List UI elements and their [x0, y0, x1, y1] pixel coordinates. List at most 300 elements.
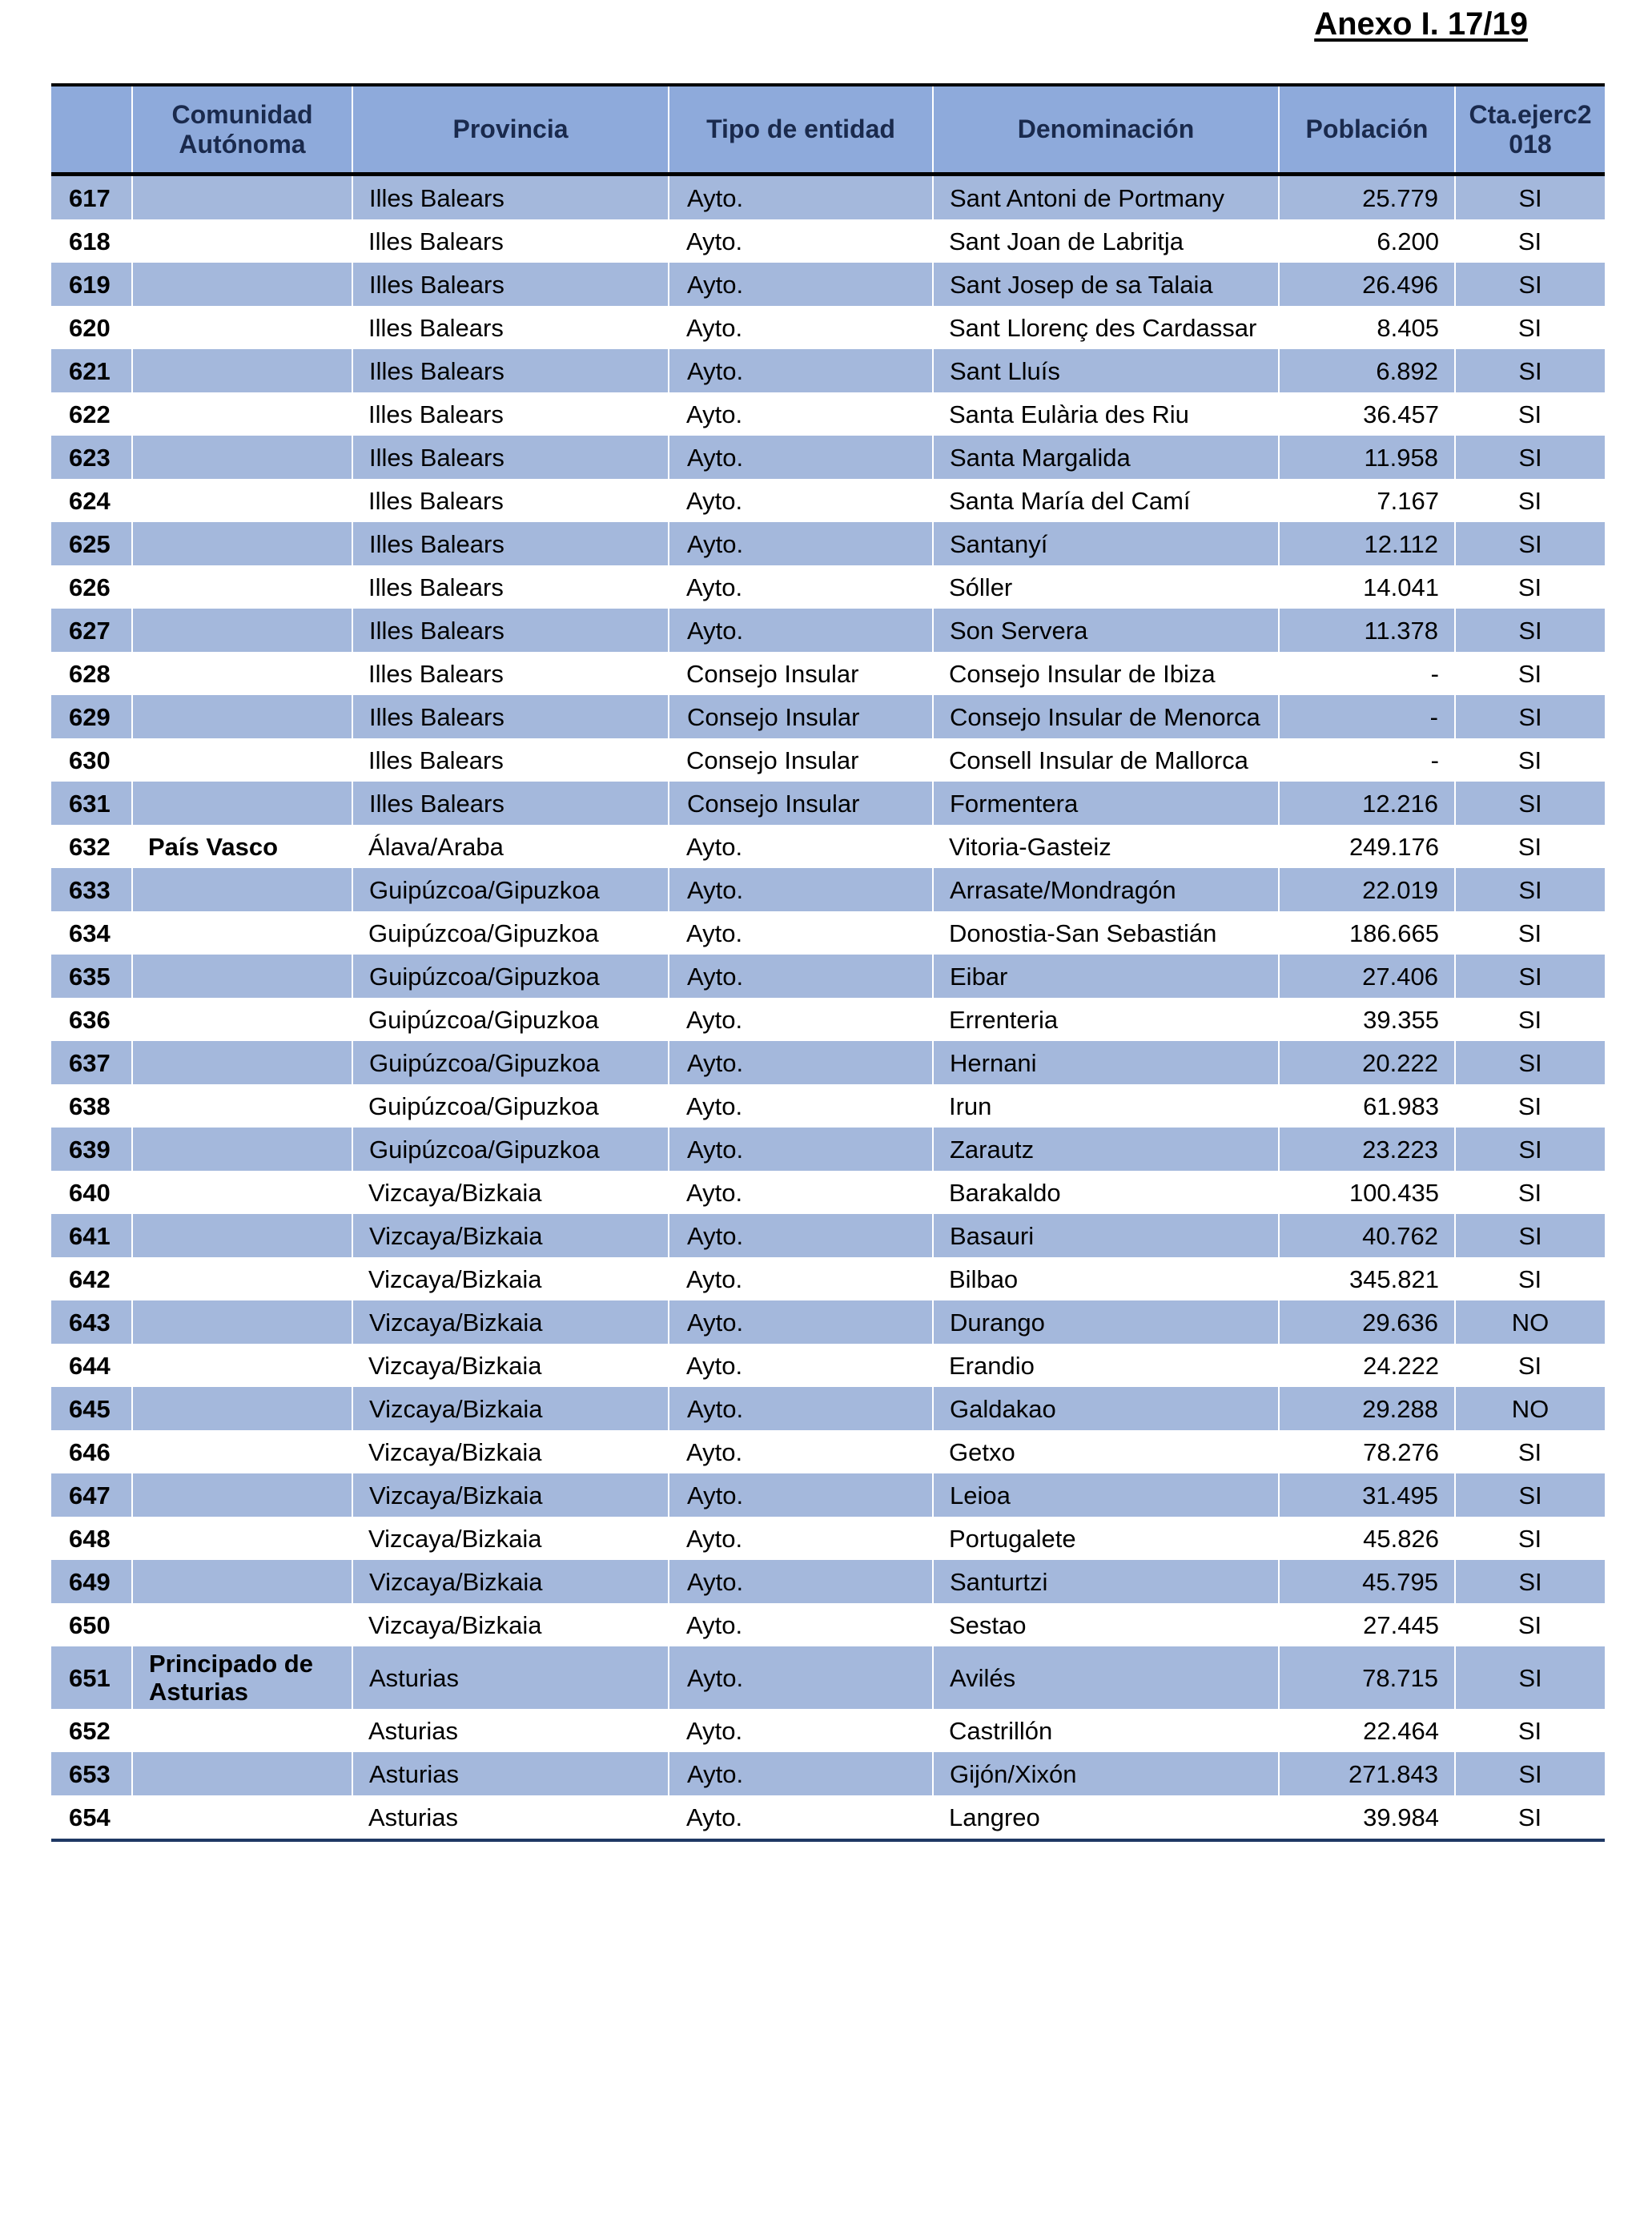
- provincia-cell: Álava/Araba: [352, 825, 669, 868]
- denominacion-cell: Erandio: [933, 1344, 1279, 1387]
- column-header-number: [51, 86, 132, 175]
- tipo-entidad-cell: Consejo Insular: [669, 652, 933, 695]
- tipo-entidad-cell: Ayto.: [669, 609, 933, 652]
- comunidad-cell: [132, 1344, 352, 1387]
- poblacion-cell: 22.464: [1279, 1709, 1455, 1752]
- poblacion-cell: 39.355: [1279, 998, 1455, 1041]
- row-number: 619: [51, 263, 132, 306]
- denominacion-cell: Langreo: [933, 1795, 1279, 1839]
- cta-ejercicio-cell: SI: [1455, 565, 1605, 609]
- denominacion-cell: Irun: [933, 1084, 1279, 1128]
- cta-ejercicio-cell: SI: [1455, 1171, 1605, 1214]
- table-row: [51, 1084, 1605, 1128]
- denominacion-cell: Errenteria: [933, 998, 1279, 1041]
- provincia-cell: Asturias: [352, 1752, 669, 1795]
- poblacion-cell: 186.665: [1279, 911, 1455, 955]
- table-row: [51, 565, 1605, 609]
- tipo-entidad-cell: Ayto.: [669, 1795, 933, 1839]
- provincia-cell: Guipúzcoa/Gipuzkoa: [352, 998, 669, 1041]
- cta-ejercicio-cell: SI: [1455, 349, 1605, 392]
- comunidad-cell: [132, 1752, 352, 1795]
- provincia-cell: Illes Balears: [352, 392, 669, 436]
- denominacion-cell: Eibar: [933, 955, 1279, 998]
- poblacion-cell: 24.222: [1279, 1344, 1455, 1387]
- tipo-entidad-cell: Ayto.: [669, 1603, 933, 1646]
- table-row: [51, 219, 1605, 263]
- tipo-entidad-cell: Ayto.: [669, 306, 933, 349]
- table-row: [51, 1603, 1605, 1646]
- comunidad-cell: [132, 609, 352, 652]
- tipo-entidad-cell: Ayto.: [669, 349, 933, 392]
- comunidad-cell: [132, 738, 352, 782]
- cta-ejercicio-cell: SI: [1455, 1041, 1605, 1084]
- table-row: [51, 1257, 1605, 1300]
- provincia-cell: Illes Balears: [352, 565, 669, 609]
- denominacion-cell: Vitoria-Gasteiz: [933, 825, 1279, 868]
- table-row: [51, 306, 1605, 349]
- row-number: 646: [51, 1430, 132, 1473]
- poblacion-cell: 100.435: [1279, 1171, 1455, 1214]
- cta-ejercicio-cell: SI: [1455, 1517, 1605, 1560]
- poblacion-cell: -: [1279, 738, 1455, 782]
- comunidad-cell: [132, 955, 352, 998]
- tipo-entidad-cell: Ayto.: [669, 955, 933, 998]
- cta-ejercicio-cell: SI: [1455, 1752, 1605, 1795]
- denominacion-cell: Formentera: [933, 782, 1279, 825]
- row-number: 641: [51, 1214, 132, 1257]
- comunidad-cell: [132, 1795, 352, 1839]
- row-number: 647: [51, 1473, 132, 1517]
- comunidad-cell: [132, 1300, 352, 1344]
- poblacion-cell: 6.200: [1279, 219, 1455, 263]
- tipo-entidad-cell: Ayto.: [669, 565, 933, 609]
- poblacion-cell: 14.041: [1279, 565, 1455, 609]
- row-number: 626: [51, 565, 132, 609]
- cta-ejercicio-cell: NO: [1455, 1300, 1605, 1344]
- comunidad-cell: [132, 1709, 352, 1752]
- table-header-row: [51, 86, 1605, 175]
- denominacion-cell: Sant Antoni de Portmany: [933, 175, 1279, 220]
- tipo-entidad-cell: Ayto.: [669, 1257, 933, 1300]
- poblacion-cell: 20.222: [1279, 1041, 1455, 1084]
- column-header-denominacion: Denominación: [933, 86, 1279, 175]
- provincia-cell: Vizcaya/Bizkaia: [352, 1603, 669, 1646]
- row-number: 637: [51, 1041, 132, 1084]
- table-row: [51, 1709, 1605, 1752]
- provincia-cell: Vizcaya/Bizkaia: [352, 1214, 669, 1257]
- comunidad-cell: [132, 263, 352, 306]
- row-number: 653: [51, 1752, 132, 1795]
- denominacion-cell: Sestao: [933, 1603, 1279, 1646]
- denominacion-cell: Getxo: [933, 1430, 1279, 1473]
- tipo-entidad-cell: Ayto.: [669, 1646, 933, 1709]
- provincia-cell: Guipúzcoa/Gipuzkoa: [352, 1084, 669, 1128]
- provincia-cell: Asturias: [352, 1795, 669, 1839]
- denominacion-cell: Sant Lluís: [933, 349, 1279, 392]
- provincia-cell: Asturias: [352, 1709, 669, 1752]
- provincia-cell: Guipúzcoa/Gipuzkoa: [352, 868, 669, 911]
- denominacion-cell: Consejo Insular de Menorca: [933, 695, 1279, 738]
- poblacion-cell: -: [1279, 652, 1455, 695]
- provincia-cell: Illes Balears: [352, 219, 669, 263]
- table-body: [51, 175, 1605, 1839]
- table-row: [51, 911, 1605, 955]
- entities-table-container: [51, 83, 1605, 1842]
- table-row: [51, 652, 1605, 695]
- row-number: 639: [51, 1128, 132, 1171]
- cta-ejercicio-cell: SI: [1455, 392, 1605, 436]
- comunidad-cell: [132, 1128, 352, 1171]
- denominacion-cell: Gijón/Xixón: [933, 1752, 1279, 1795]
- cta-ejercicio-cell: SI: [1455, 1560, 1605, 1603]
- comunidad-cell: [132, 652, 352, 695]
- comunidad-cell: [132, 1387, 352, 1430]
- table-row: [51, 1214, 1605, 1257]
- cta-ejercicio-cell: SI: [1455, 479, 1605, 522]
- column-header-cta: Cta.ejerc2 018: [1455, 86, 1605, 175]
- provincia-cell: Illes Balears: [352, 609, 669, 652]
- cta-ejercicio-cell: SI: [1455, 219, 1605, 263]
- poblacion-cell: 39.984: [1279, 1795, 1455, 1839]
- comunidad-cell: [132, 392, 352, 436]
- row-number: 638: [51, 1084, 132, 1128]
- column-header-poblacion: Población: [1279, 86, 1455, 175]
- comunidad-cell: [132, 522, 352, 565]
- tipo-entidad-cell: Ayto.: [669, 1300, 933, 1344]
- row-number: 621: [51, 349, 132, 392]
- table-row: [51, 263, 1605, 306]
- annex-page-label: Anexo I. 17/19: [1314, 6, 1528, 42]
- row-number: 640: [51, 1171, 132, 1214]
- poblacion-cell: 22.019: [1279, 868, 1455, 911]
- row-number: 648: [51, 1517, 132, 1560]
- tipo-entidad-cell: Ayto.: [669, 175, 933, 220]
- poblacion-cell: 45.795: [1279, 1560, 1455, 1603]
- tipo-entidad-cell: Ayto.: [669, 1752, 933, 1795]
- denominacion-cell: Son Servera: [933, 609, 1279, 652]
- cta-ejercicio-cell: SI: [1455, 955, 1605, 998]
- cta-ejercicio-cell: SI: [1455, 1084, 1605, 1128]
- poblacion-cell: 345.821: [1279, 1257, 1455, 1300]
- comunidad-cell: [132, 1084, 352, 1128]
- tipo-entidad-cell: Ayto.: [669, 263, 933, 306]
- table-row: [51, 1473, 1605, 1517]
- denominacion-cell: Santurtzi: [933, 1560, 1279, 1603]
- cta-ejercicio-cell: SI: [1455, 1473, 1605, 1517]
- tipo-entidad-cell: Ayto.: [669, 436, 933, 479]
- comunidad-cell: [132, 565, 352, 609]
- provincia-cell: Vizcaya/Bizkaia: [352, 1387, 669, 1430]
- denominacion-cell: Basauri: [933, 1214, 1279, 1257]
- cta-ejercicio-cell: SI: [1455, 1128, 1605, 1171]
- row-number: 624: [51, 479, 132, 522]
- poblacion-cell: 6.892: [1279, 349, 1455, 392]
- provincia-cell: Illes Balears: [352, 479, 669, 522]
- row-number: 642: [51, 1257, 132, 1300]
- tipo-entidad-cell: Ayto.: [669, 1214, 933, 1257]
- cta-ejercicio-cell: SI: [1455, 652, 1605, 695]
- table-row: [51, 436, 1605, 479]
- cta-ejercicio-cell: SI: [1455, 306, 1605, 349]
- table-bottom-rule: [51, 1839, 1605, 1842]
- provincia-cell: Guipúzcoa/Gipuzkoa: [352, 1128, 669, 1171]
- poblacion-cell: 249.176: [1279, 825, 1455, 868]
- cta-ejercicio-cell: SI: [1455, 263, 1605, 306]
- tipo-entidad-cell: Ayto.: [669, 1171, 933, 1214]
- tipo-entidad-cell: Ayto.: [669, 911, 933, 955]
- table-row: [51, 349, 1605, 392]
- cta-ejercicio-cell: SI: [1455, 825, 1605, 868]
- denominacion-cell: Durango: [933, 1300, 1279, 1344]
- provincia-cell: Vizcaya/Bizkaia: [352, 1257, 669, 1300]
- denominacion-cell: Santa Margalida: [933, 436, 1279, 479]
- tipo-entidad-cell: Consejo Insular: [669, 782, 933, 825]
- provincia-cell: Vizcaya/Bizkaia: [352, 1517, 669, 1560]
- poblacion-cell: 271.843: [1279, 1752, 1455, 1795]
- provincia-cell: Guipúzcoa/Gipuzkoa: [352, 911, 669, 955]
- provincia-cell: Illes Balears: [352, 522, 669, 565]
- poblacion-cell: 23.223: [1279, 1128, 1455, 1171]
- table-row: [51, 1300, 1605, 1344]
- tipo-entidad-cell: Ayto.: [669, 1041, 933, 1084]
- denominacion-cell: Sant Joan de Labritja: [933, 219, 1279, 263]
- cta-ejercicio-cell: SI: [1455, 782, 1605, 825]
- tipo-entidad-cell: Ayto.: [669, 868, 933, 911]
- row-number: 618: [51, 219, 132, 263]
- denominacion-cell: Consell Insular de Mallorca: [933, 738, 1279, 782]
- poblacion-cell: 78.715: [1279, 1646, 1455, 1709]
- comunidad-cell: [132, 1560, 352, 1603]
- comunidad-cell: [132, 1041, 352, 1084]
- cta-ejercicio-cell: SI: [1455, 1795, 1605, 1839]
- table-row: [51, 609, 1605, 652]
- denominacion-cell: Zarautz: [933, 1128, 1279, 1171]
- comunidad-cell: [132, 1257, 352, 1300]
- comunidad-cell: [132, 436, 352, 479]
- row-number: 634: [51, 911, 132, 955]
- denominacion-cell: Castrillón: [933, 1709, 1279, 1752]
- table-row: [51, 1171, 1605, 1214]
- comunidad-cell: [132, 1171, 352, 1214]
- provincia-cell: Illes Balears: [352, 349, 669, 392]
- provincia-cell: Illes Balears: [352, 306, 669, 349]
- row-number: 654: [51, 1795, 132, 1839]
- provincia-cell: Guipúzcoa/Gipuzkoa: [352, 1041, 669, 1084]
- row-number: 623: [51, 436, 132, 479]
- cta-ejercicio-cell: SI: [1455, 1430, 1605, 1473]
- comunidad-cell: [132, 1430, 352, 1473]
- provincia-cell: Illes Balears: [352, 782, 669, 825]
- row-number: 636: [51, 998, 132, 1041]
- table-row: [51, 522, 1605, 565]
- cta-ejercicio-cell: SI: [1455, 868, 1605, 911]
- poblacion-cell: 40.762: [1279, 1214, 1455, 1257]
- denominacion-cell: Avilés: [933, 1646, 1279, 1709]
- table-row: [51, 955, 1605, 998]
- table-row: [51, 1128, 1605, 1171]
- tipo-entidad-cell: Consejo Insular: [669, 695, 933, 738]
- table-row: [51, 1041, 1605, 1084]
- denominacion-cell: Bilbao: [933, 1257, 1279, 1300]
- table-row: [51, 1517, 1605, 1560]
- denominacion-cell: Barakaldo: [933, 1171, 1279, 1214]
- provincia-cell: Vizcaya/Bizkaia: [352, 1430, 669, 1473]
- table-row: [51, 695, 1605, 738]
- table-row: [51, 998, 1605, 1041]
- column-header-comunidad: Comunidad Autónoma: [132, 86, 352, 175]
- poblacion-cell: 29.636: [1279, 1300, 1455, 1344]
- tipo-entidad-cell: Ayto.: [669, 219, 933, 263]
- poblacion-cell: 12.216: [1279, 782, 1455, 825]
- column-header-tipo: Tipo de entidad: [669, 86, 933, 175]
- table-row: [51, 1344, 1605, 1387]
- row-number: 628: [51, 652, 132, 695]
- row-number: 643: [51, 1300, 132, 1344]
- denominacion-cell: Arrasate/Mondragón: [933, 868, 1279, 911]
- tipo-entidad-cell: Ayto.: [669, 522, 933, 565]
- denominacion-cell: Sóller: [933, 565, 1279, 609]
- denominacion-cell: Santa Eulària des Riu: [933, 392, 1279, 436]
- table-row: [51, 392, 1605, 436]
- poblacion-cell: 25.779: [1279, 175, 1455, 220]
- provincia-cell: Guipúzcoa/Gipuzkoa: [352, 955, 669, 998]
- row-number: 635: [51, 955, 132, 998]
- denominacion-cell: Donostia-San Sebastián: [933, 911, 1279, 955]
- poblacion-cell: 61.983: [1279, 1084, 1455, 1128]
- denominacion-cell: Leioa: [933, 1473, 1279, 1517]
- provincia-cell: Illes Balears: [352, 436, 669, 479]
- column-header-provincia: Provincia: [352, 86, 669, 175]
- table-row: [51, 1752, 1605, 1795]
- table-row: [51, 738, 1605, 782]
- denominacion-cell: Sant Josep de sa Talaia: [933, 263, 1279, 306]
- cta-ejercicio-cell: SI: [1455, 436, 1605, 479]
- row-number: 650: [51, 1603, 132, 1646]
- tipo-entidad-cell: Ayto.: [669, 825, 933, 868]
- poblacion-cell: 26.496: [1279, 263, 1455, 306]
- comunidad-cell: [132, 219, 352, 263]
- comunidad-cell: País Vasco: [132, 825, 352, 868]
- cta-ejercicio-cell: SI: [1455, 911, 1605, 955]
- tipo-entidad-cell: Ayto.: [669, 479, 933, 522]
- denominacion-cell: Santanyí: [933, 522, 1279, 565]
- row-number: 652: [51, 1709, 132, 1752]
- tipo-entidad-cell: Ayto.: [669, 1084, 933, 1128]
- tipo-entidad-cell: Consejo Insular: [669, 738, 933, 782]
- row-number: 629: [51, 695, 132, 738]
- cta-ejercicio-cell: SI: [1455, 695, 1605, 738]
- poblacion-cell: 7.167: [1279, 479, 1455, 522]
- cta-ejercicio-cell: SI: [1455, 738, 1605, 782]
- denominacion-cell: Consejo Insular de Ibiza: [933, 652, 1279, 695]
- poblacion-cell: 11.378: [1279, 609, 1455, 652]
- row-number: 633: [51, 868, 132, 911]
- cta-ejercicio-cell: NO: [1455, 1387, 1605, 1430]
- poblacion-cell: 78.276: [1279, 1430, 1455, 1473]
- tipo-entidad-cell: Ayto.: [669, 1430, 933, 1473]
- comunidad-cell: [132, 695, 352, 738]
- provincia-cell: Asturias: [352, 1646, 669, 1709]
- tipo-entidad-cell: Ayto.: [669, 1560, 933, 1603]
- provincia-cell: Vizcaya/Bizkaia: [352, 1171, 669, 1214]
- tipo-entidad-cell: Ayto.: [669, 1473, 933, 1517]
- comunidad-cell: [132, 306, 352, 349]
- denominacion-cell: Portugalete: [933, 1517, 1279, 1560]
- comunidad-cell: [132, 1473, 352, 1517]
- row-number: 632: [51, 825, 132, 868]
- denominacion-cell: Galdakao: [933, 1387, 1279, 1430]
- table-row: [51, 1795, 1605, 1839]
- row-number: 622: [51, 392, 132, 436]
- poblacion-cell: 8.405: [1279, 306, 1455, 349]
- table-row: [51, 868, 1605, 911]
- provincia-cell: Vizcaya/Bizkaia: [352, 1473, 669, 1517]
- provincia-cell: Illes Balears: [352, 738, 669, 782]
- comunidad-cell: [132, 175, 352, 220]
- tipo-entidad-cell: Ayto.: [669, 1517, 933, 1560]
- provincia-cell: Illes Balears: [352, 263, 669, 306]
- poblacion-cell: 45.826: [1279, 1517, 1455, 1560]
- comunidad-cell: [132, 911, 352, 955]
- comunidad-cell: Principado de Asturias: [132, 1646, 352, 1709]
- tipo-entidad-cell: Ayto.: [669, 998, 933, 1041]
- provincia-cell: Vizcaya/Bizkaia: [352, 1560, 669, 1603]
- table-row: [51, 1387, 1605, 1430]
- comunidad-cell: [132, 1603, 352, 1646]
- poblacion-cell: 29.288: [1279, 1387, 1455, 1430]
- tipo-entidad-cell: Ayto.: [669, 1387, 933, 1430]
- poblacion-cell: 27.406: [1279, 955, 1455, 998]
- row-number: 625: [51, 522, 132, 565]
- table-row: [51, 1646, 1605, 1709]
- provincia-cell: Illes Balears: [352, 175, 669, 220]
- comunidad-cell: [132, 1214, 352, 1257]
- poblacion-cell: 27.445: [1279, 1603, 1455, 1646]
- table-row: [51, 782, 1605, 825]
- poblacion-cell: 31.495: [1279, 1473, 1455, 1517]
- table-row: [51, 825, 1605, 868]
- provincia-cell: Illes Balears: [352, 695, 669, 738]
- row-number: 620: [51, 306, 132, 349]
- table-row: [51, 1560, 1605, 1603]
- poblacion-cell: 12.112: [1279, 522, 1455, 565]
- tipo-entidad-cell: Ayto.: [669, 1128, 933, 1171]
- cta-ejercicio-cell: SI: [1455, 1344, 1605, 1387]
- comunidad-cell: [132, 998, 352, 1041]
- row-number: 631: [51, 782, 132, 825]
- provincia-cell: Illes Balears: [352, 652, 669, 695]
- cta-ejercicio-cell: SI: [1455, 1646, 1605, 1709]
- comunidad-cell: [132, 349, 352, 392]
- provincia-cell: Vizcaya/Bizkaia: [352, 1300, 669, 1344]
- poblacion-cell: 36.457: [1279, 392, 1455, 436]
- provincia-cell: Vizcaya/Bizkaia: [352, 1344, 669, 1387]
- cta-ejercicio-cell: SI: [1455, 1603, 1605, 1646]
- comunidad-cell: [132, 1517, 352, 1560]
- row-number: 627: [51, 609, 132, 652]
- cta-ejercicio-cell: SI: [1455, 1257, 1605, 1300]
- denominacion-cell: Hernani: [933, 1041, 1279, 1084]
- denominacion-cell: Santa María del Camí: [933, 479, 1279, 522]
- row-number: 644: [51, 1344, 132, 1387]
- poblacion-cell: 11.958: [1279, 436, 1455, 479]
- row-number: 649: [51, 1560, 132, 1603]
- tipo-entidad-cell: Ayto.: [669, 1709, 933, 1752]
- tipo-entidad-cell: Ayto.: [669, 1344, 933, 1387]
- comunidad-cell: [132, 868, 352, 911]
- table-row: [51, 175, 1605, 220]
- table-row: [51, 479, 1605, 522]
